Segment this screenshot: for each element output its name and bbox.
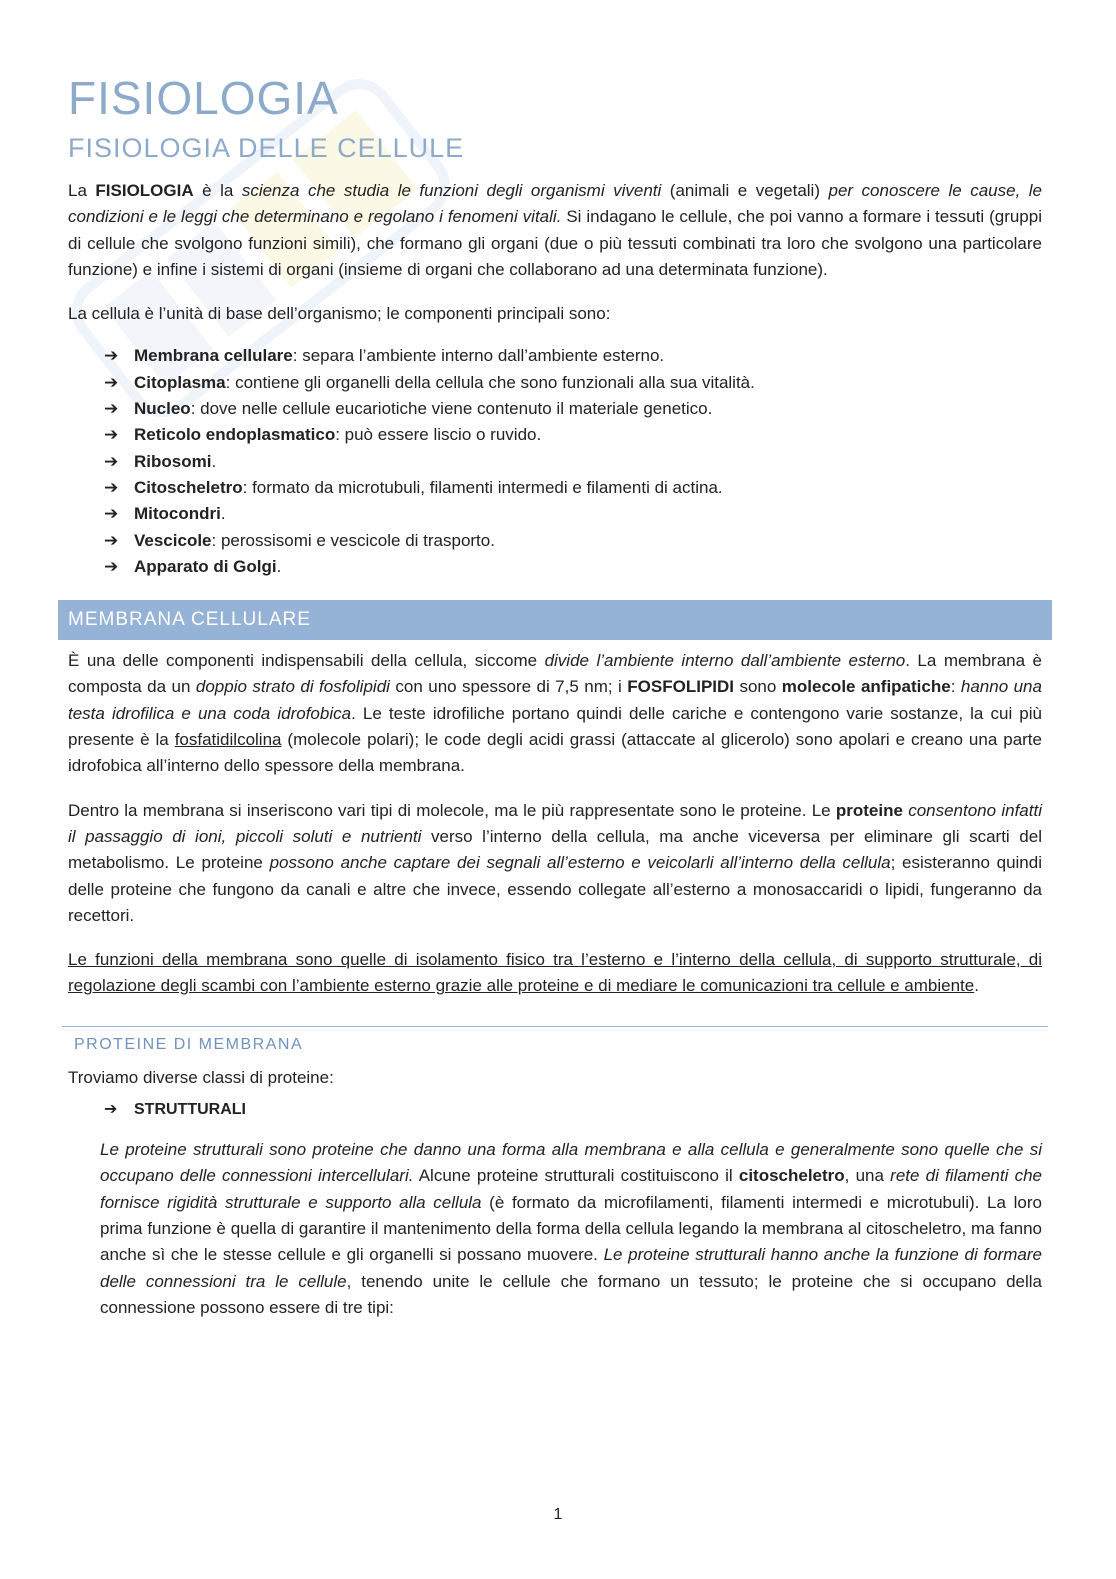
subsection-heading-proteine: PROTEINE DI MEMBRANA [62,1026,1048,1057]
arrow-right-icon: ➔ [104,451,119,471]
arrow-right-icon: ➔ [104,556,119,576]
arrow-right-icon: ➔ [104,1101,118,1119]
list-item: ➔ Apparato di Golgi. [104,554,1042,580]
document-title: FISIOLOGIA [68,72,339,124]
list-item: ➔ Nucleo: dove nelle cellule eucariotiche viene contenuto il materiale genetico. [104,396,1042,422]
list-item: ➔ Mitocondri. [104,501,1042,527]
components-list [68,343,1042,580]
list-item: ➔ STRUTTURALI [104,1097,1042,1123]
document-subtitle: FISIOLOGIA DELLE CELLULE [68,133,465,163]
protein-classes-list [68,1097,1042,1123]
membrana-paragraph-1: È una delle componenti indispensabili della cellula, siccome divide l’ambiente interno dall’ambiente esterno. La membrana è composta da un doppio strato di fosfolipidi con uno spessore di 7,5 nm; i FOSFOLIPIDI sono molecole anfipatiche: hanno una testa idrofilica e una coda idrofobica. Le teste idrofiliche portano quindi delle cariche e contengono varie sostanze, la cui più presente è la fosfatidilcolina (molecole polari); le code degli acidi grassi (attaccate al glicerolo) sono apolari e creano una parte idrofobica all’interno dello spessore della membrana. [68,651,1043,776]
list-item: ➔ Citoplasma: contiene gli organelli della cellula che sono funzionali alla sua vitalità. [104,370,1042,396]
membrana-paragraph-3: Le funzioni della membrana sono quelle di isolamento fisico tra l’esterno e l’interno della cellula, di supporto strutturale, di regolazione degli scambi con l’ambiente esterno grazie alle proteine e di mediare le comunicazioni tra cellule e ambiente. [68,950,1042,996]
membrana-paragraph-2: Dentro la membrana si inseriscono vari tipi di molecole, ma le più rappresentate sono le proteine. Le proteine consentono infatti il passaggio di ioni, piccoli soluti e nutrienti verso l’interno della cellula, ma anche viceversa per eliminare gli scarti del metabolismo. Le proteine possono anche captare dei segnali all’esterno e veicolarli all’interno della cellula; esisteranno quindi delle proteine che fungono da canali e altre che invece, essendo collegate all’esterno a monosaccaridi o lipidi, fungeranno da recettori. [68,800,1042,925]
document-page [68,68,1042,1321]
proteine-intro: Troviamo diverse classi di proteine: [68,1067,334,1087]
list-item: ➔ Reticolo endoplasmatico: può essere liscio o ruvido. [104,422,1042,448]
components-lead: La cellula è l’unità di base dell’organismo; le componenti principali sono: [68,304,611,324]
arrow-right-icon: ➔ [104,477,119,497]
arrow-right-icon: ➔ [104,425,119,445]
intro-paragraph: La FISIOLOGIA è la scienza che studia le funzioni degli organismi viventi (animali e vegetali) per conoscere le cause, le condizioni e le leggi che determinano e regolano i fenomeni vitali. Si indagano le cellule, che poi vanno a formare i tessuti (gruppi di cellule che svolgono funzioni simili), che formano gli organi (due o più tessuti combinati tra loro che svolgono una particolare funzione) e infine i sistemi di organi (insieme di organi che collaborano ad una determinata funzione). [68,181,1043,279]
list-item: ➔ Ribosomi. [104,449,1042,475]
arrow-right-icon: ➔ [104,530,119,550]
arrow-right-icon: ➔ [104,504,119,524]
arrow-right-icon: ➔ [104,372,119,392]
list-item: ➔ Citoscheletro: formato da microtubuli, filamenti intermedi e filamenti di actina. [104,475,1042,501]
strutturali-paragraph: Le proteine strutturali sono proteine che danno una forma alla membrana e alla cellula e generalmente sono quelle che si occupano delle connessioni intercellulari. Alcune proteine strutturali costituiscono il citoscheletro, una rete di filamenti che fornisce rigidità strutturale e supporto alla cellula (è formato da microfilamenti, filamenti intermedi e microtubuli). La loro prima funzione è quella di garantire il mantenimento della forma della cellula legando la membrana al citoscheletro, ma fanno anche sì che le stesse cellule e gli organelli si possano muovere. Le proteine strutturali hanno anche la funzione di formare delle connessioni tra le cellule, tenendo unite le cellule che formano un tessuto; le proteine che si occupano della connessione possono essere di tre tipi: [100,1140,1043,1317]
page-number: 1 [553,1506,563,1523]
list-item: ➔ Vescicole: perossisomi e vescicole di trasporto. [104,528,1042,554]
list-item: ➔ Membrana cellulare: separa l’ambiente interno dall’ambiente esterno. [104,343,1042,369]
arrow-right-icon: ➔ [104,346,119,366]
section-heading-membrana: MEMBRANA CELLULARE [58,600,1052,640]
arrow-right-icon: ➔ [104,399,119,419]
